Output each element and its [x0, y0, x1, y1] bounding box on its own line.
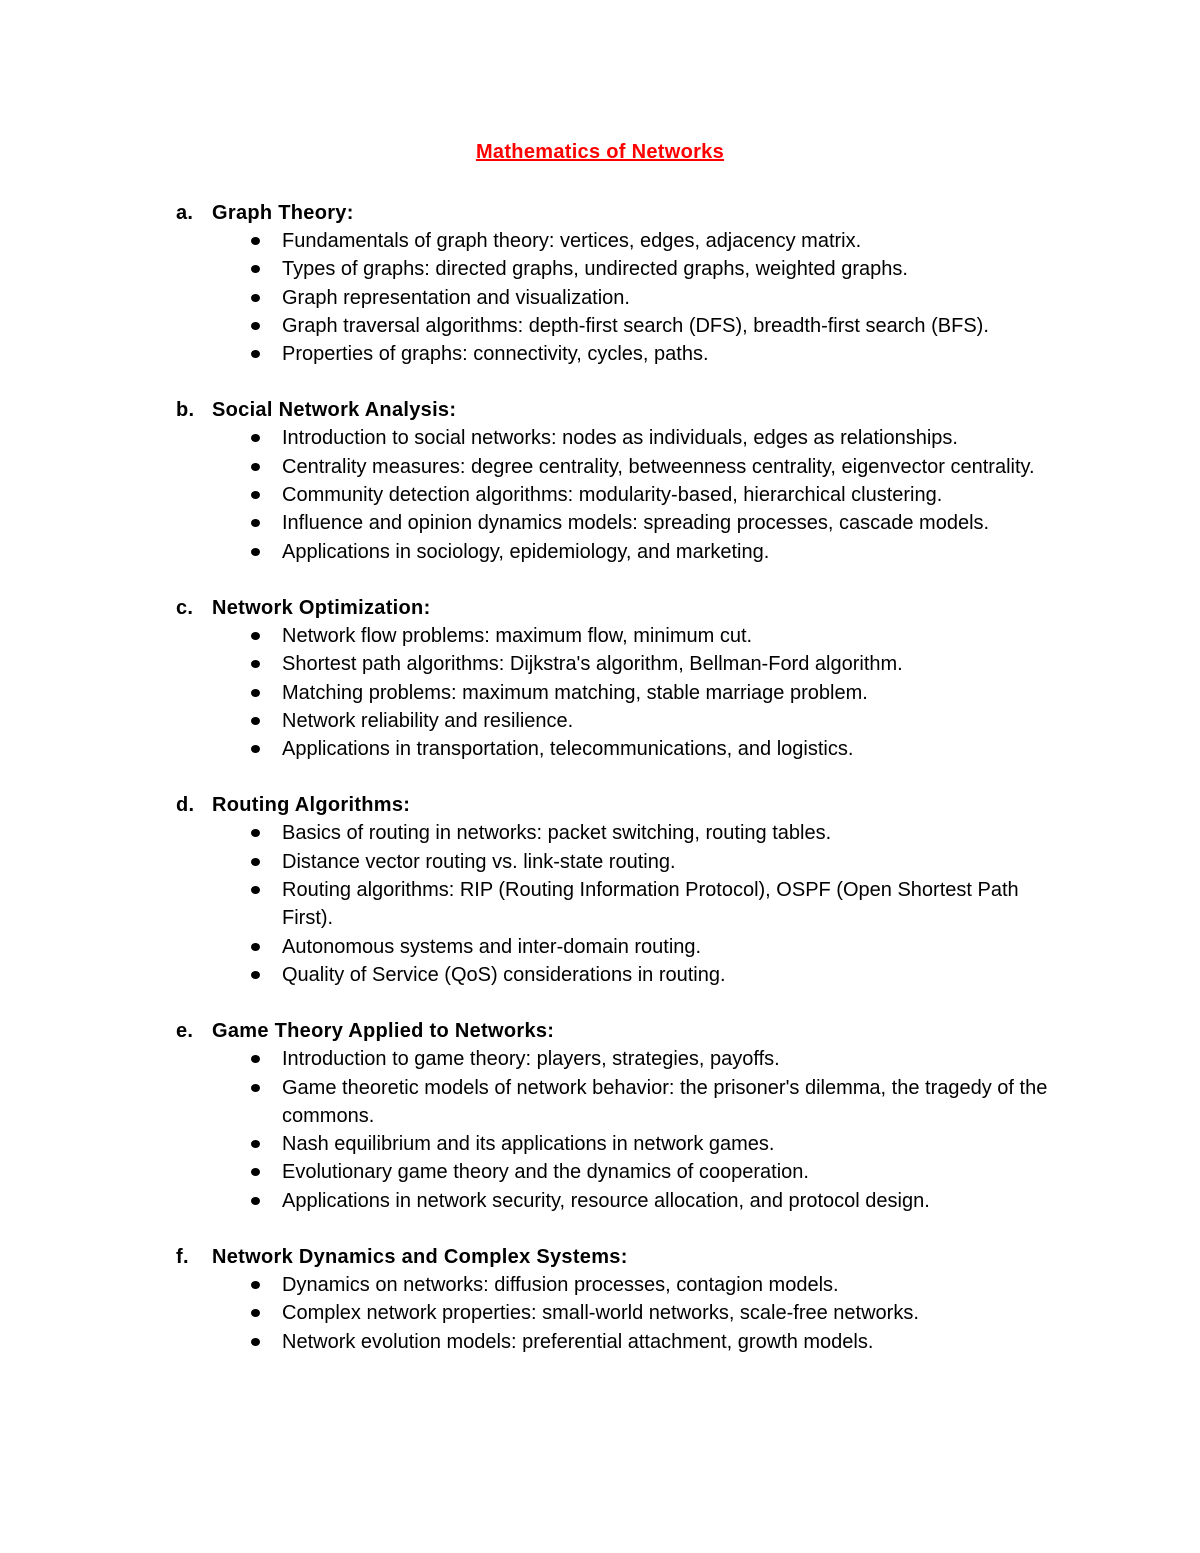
list-item [0, 650, 1200, 678]
list-item-text: Influence and opinion dynamics models: spreading processes, cascade models. [282, 512, 990, 535]
bullet-dot-icon [251, 1140, 260, 1148]
section-letter: e. [176, 1020, 194, 1043]
bullet-dot-icon [251, 519, 260, 527]
section-heading [0, 1017, 1200, 1045]
bullet-dot-icon [251, 886, 260, 894]
bullet-dot-icon [251, 1281, 260, 1289]
list-item [0, 340, 1200, 368]
list-item-text: Centrality measures: degree centrality, betweenness centrality, eigenvector centrality. [282, 455, 1035, 478]
list-item-text: Quality of Service (QoS) considerations in routing. [282, 963, 726, 986]
list-item [0, 1158, 1200, 1186]
section-list [0, 199, 1200, 1384]
bullet-dot-icon [251, 491, 260, 499]
bullet-dot-icon [251, 1168, 260, 1176]
list-item [0, 819, 1200, 847]
outline-section [0, 594, 1200, 763]
list-item [0, 1074, 1200, 1131]
section-title: Social Network Analysis: [212, 399, 457, 422]
bullet-list [0, 1045, 1200, 1215]
bullet-dot-icon [251, 434, 260, 442]
bullet-dot-icon [251, 660, 260, 668]
list-item [0, 933, 1200, 961]
bullet-dot-icon [251, 717, 260, 725]
bullet-dot-icon [251, 632, 260, 640]
section-title: Graph Theory: [212, 202, 354, 224]
list-item-text: Routing algorithms: RIP (Routing Information Protocol), OSPF (Open Shortest Path First). [282, 879, 1019, 930]
bullet-dot-icon [251, 237, 260, 245]
bullet-dot-icon [251, 1309, 260, 1317]
list-item-text: Properties of graphs: connectivity, cycles, paths. [282, 343, 709, 366]
section-letter: d. [176, 794, 195, 817]
list-item-text: Types of graphs: directed graphs, undirected graphs, weighted graphs. [282, 258, 908, 281]
bullet-list [0, 424, 1200, 565]
section-title: Game Theory Applied to Networks: [212, 1020, 555, 1043]
list-item-text: Autonomous systems and inter-domain routing. [282, 935, 702, 958]
outline-section [0, 199, 1200, 368]
list-item-text: Applications in sociology, epidemiology, and marketing. [282, 540, 770, 563]
list-item-text: Shortest path algorithms: Dijkstra's algorithm, Bellman-Ford algorithm. [282, 653, 903, 676]
outline-section [0, 1243, 1200, 1356]
section-title: Routing Algorithms: [212, 794, 411, 817]
outline-section [0, 1017, 1200, 1215]
section-letter: b. [176, 399, 195, 422]
list-item [0, 876, 1200, 933]
list-item-text: Applications in transportation, telecommunications, and logistics. [282, 738, 854, 761]
list-item [0, 312, 1200, 340]
bullet-dot-icon [251, 322, 260, 330]
list-item [0, 1045, 1200, 1073]
list-item-text: Introduction to social networks: nodes as individuals, edges as relationships. [282, 427, 958, 450]
bullet-dot-icon [251, 943, 260, 951]
list-item [0, 1299, 1200, 1327]
list-item [0, 1130, 1200, 1158]
list-item-text: Introduction to game theory: players, strategies, payoffs. [282, 1048, 780, 1071]
section-letter: c. [176, 596, 194, 619]
section-letter: f. [176, 1246, 189, 1269]
list-item-text: Network reliability and resilience. [282, 709, 574, 732]
list-item-text: Network flow problems: maximum flow, minimum cut. [282, 624, 753, 647]
list-item [0, 255, 1200, 283]
list-item [0, 961, 1200, 989]
bullet-dot-icon [251, 745, 260, 753]
list-item-text: Complex network properties: small-world networks, scale-free networks. [282, 1302, 919, 1325]
list-item [0, 848, 1200, 876]
list-item-text: Applications in network security, resource allocation, and protocol design. [282, 1189, 930, 1212]
list-item-text: Fundamentals of graph theory: vertices, edges, adjacency matrix. [282, 230, 862, 252]
bullet-dot-icon [251, 294, 260, 302]
bullet-list [0, 622, 1200, 763]
list-item-text: Evolutionary game theory and the dynamics of cooperation. [282, 1161, 809, 1184]
list-item-text: Community detection algorithms: modularity-based, hierarchical clustering. [282, 484, 943, 507]
outline-section [0, 791, 1200, 989]
list-item-text: Matching problems: maximum matching, stable marriage problem. [282, 681, 868, 704]
bullet-dot-icon [251, 463, 260, 471]
list-item [0, 424, 1200, 452]
list-item-text: Basics of routing in networks: packet switching, routing tables. [282, 822, 832, 845]
bullet-dot-icon [251, 689, 260, 697]
list-item [0, 622, 1200, 650]
bullet-dot-icon [251, 265, 260, 273]
bullet-list [0, 227, 1200, 368]
section-heading [0, 396, 1200, 424]
section-letter: a. [176, 202, 194, 224]
list-item [0, 284, 1200, 312]
list-item-text: Network evolution models: preferential attachment, growth models. [282, 1330, 874, 1353]
bullet-list [0, 1271, 1200, 1356]
list-item-text: Dynamics on networks: diffusion processes, contagion models. [282, 1274, 839, 1297]
list-item-text: Distance vector routing vs. link-state routing. [282, 850, 676, 873]
bullet-dot-icon [251, 1338, 260, 1346]
list-item-text: Graph traversal algorithms: depth-first search (DFS), breadth-first search (BFS). [282, 314, 989, 337]
bullet-dot-icon [251, 1055, 260, 1063]
list-item-text: Graph representation and visualization. [282, 286, 630, 309]
list-item-text: Nash equilibrium and its applications in network games. [282, 1133, 775, 1156]
bullet-dot-icon [251, 350, 260, 358]
section-heading [0, 594, 1200, 622]
list-item [0, 1328, 1200, 1356]
bullet-dot-icon [251, 1197, 260, 1205]
list-item [0, 1271, 1200, 1299]
page-title: Mathematics of Networks [475, 141, 725, 163]
section-heading [0, 199, 1200, 227]
bullet-dot-icon [251, 829, 260, 837]
section-title: Network Dynamics and Complex Systems: [212, 1246, 628, 1269]
bullet-dot-icon [251, 548, 260, 556]
list-item [0, 735, 1200, 763]
list-item [0, 538, 1200, 566]
outline-section [0, 396, 1200, 565]
list-item [0, 679, 1200, 707]
bullet-dot-icon [251, 1084, 260, 1092]
bullet-dot-icon [251, 971, 260, 979]
list-item [0, 707, 1200, 735]
bullet-list [0, 819, 1200, 989]
section-heading [0, 791, 1200, 819]
list-item [0, 1187, 1200, 1215]
list-item [0, 227, 1200, 255]
list-item [0, 481, 1200, 509]
list-item [0, 453, 1200, 481]
section-title: Network Optimization: [212, 596, 431, 619]
section-heading [0, 1243, 1200, 1271]
bullet-dot-icon [251, 858, 260, 866]
list-item [0, 509, 1200, 537]
list-item-text: Game theoretic models of network behavior: the prisoner's dilemma, the tragedy of the commons. [282, 1076, 1048, 1127]
